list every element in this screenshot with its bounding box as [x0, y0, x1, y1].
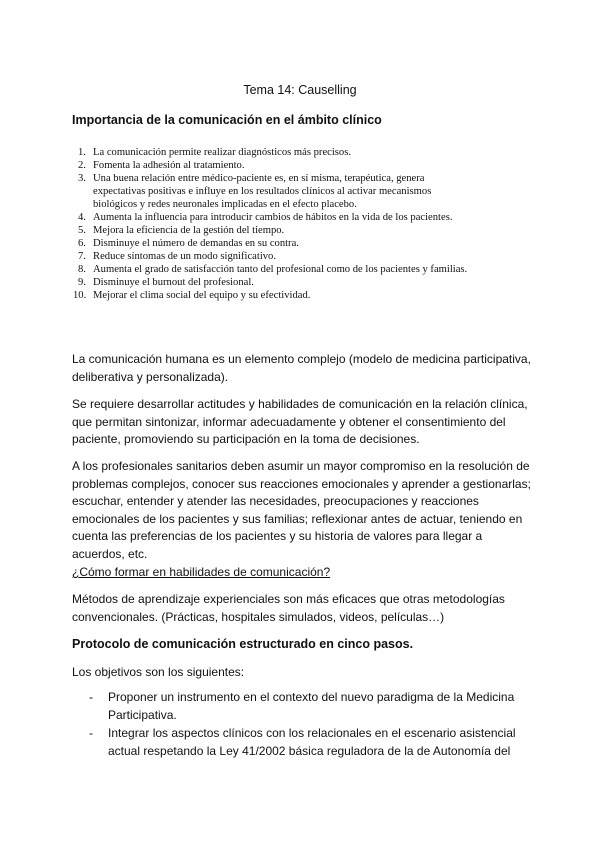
document-title: Tema 14: Causelling	[243, 83, 357, 97]
list-item	[72, 237, 472, 250]
list-item-text: La comunicación permite realizar diagnósticos más precisos.	[93, 147, 351, 158]
list-item-text: Proponer un instrumento en el contexto del nuevo paradigma de la Medicina Participativa.	[108, 690, 515, 722]
subheading-formar-habilidades: ¿Cómo formar en habilidades de comunicación?	[72, 565, 331, 579]
list-item-text: Mejora la eficiencia de la gestión del tiempo.	[93, 225, 285, 236]
list-item-text: Mejorar el clima social del equipo y su efectividad.	[93, 290, 311, 301]
list-number: 4.	[78, 212, 86, 223]
list-number: 8.	[78, 264, 86, 275]
objectives-list	[72, 689, 532, 761]
list-number: 2.	[78, 160, 86, 171]
dash-bullet: -	[89, 726, 93, 741]
paragraph-actitudes-habilidades: Se requiere desarrollar actitudes y habilidades de comunicación en la relación clínica, que permitan sintonizar, informar adecuadamente y obtener el consentimiento del paciente, promoviendo su participación en la toma de decisiones.	[72, 397, 528, 447]
paragraph-comunicacion-humana: La comunicación humana es un elemento complejo (modelo de medicina participativa, deliberativa y personalizada).	[72, 352, 531, 384]
list-item	[72, 224, 472, 237]
list-number: 9.	[78, 277, 86, 288]
list-number: 7.	[78, 251, 86, 262]
list-item	[72, 211, 472, 224]
list-item	[72, 172, 472, 211]
list-item-text: Fomenta la adhesión al tratamiento.	[93, 160, 245, 171]
list-item	[72, 250, 472, 263]
list-item-text: Reduce síntomas de un modo significativo.	[93, 251, 277, 262]
dash-bullet: -	[89, 690, 93, 704]
list-item	[72, 146, 472, 159]
list-item	[72, 159, 472, 172]
list-item-text: Disminuye el número de demandas en su contra.	[93, 238, 299, 249]
list-number: 3.	[78, 173, 86, 184]
list-item-text: Integrar los aspectos clínicos con los relacionales en el escenario asistencial actual respetando la Ley 41/2002 básica reguladora de la de Autonomía del	[108, 726, 516, 758]
numbered-list	[72, 146, 472, 302]
paragraph-metodos-aprendizaje: Métodos de aprendizaje experienciales son más eficaces que otras metodologías convencionales. (Prácticas, hospitales simulados, videos, películas…)	[72, 592, 505, 624]
list-item-text: Aumenta la influencia para introducir cambios de hábitos en la vida de los pacientes.	[93, 212, 453, 223]
list-number: 10.	[73, 290, 87, 301]
list-item	[72, 276, 472, 289]
list-number: 6.	[78, 238, 86, 249]
list-item-text: Aumenta el grado de satisfacción tanto del profesional como de los pacientes y familias.	[93, 264, 468, 275]
list-item-text: Disminuye el burnout del profesional.	[93, 277, 254, 288]
section-heading-importancia: Importancia de la comunicación en el ámbito clínico	[72, 113, 382, 127]
section-heading-protocolo: Protocolo de comunicación estructurado en cinco pasos.	[72, 637, 414, 651]
list-item-text: Una buena relación entre médico-paciente es, en sí misma, terapéutica, genera expectativas positivas e influye en los resultados clínicos al activar mecanismos biológicos y redes neuronales implicadas en el efecto placebo.	[93, 173, 432, 210]
paragraph-profesionales-sanitarios: A los profesionales sanitarios deben asumir un mayor compromiso en la resolución de problemas complejos, conocer sus reacciones emocionales y aprender a gestionarlas; escuchar, entender y atender las necesidades, preocupaciones y reacciones emocionales de los pacientes y sus familias; reflexionar antes de actuar, teniendo en cuenta las preferencias de los pacientes y su historia de valores para llegar a acuerdos, etc.	[72, 459, 531, 561]
list-item	[72, 689, 532, 724]
list-item	[72, 725, 532, 760]
list-item	[72, 263, 472, 276]
list-number: 1.	[78, 147, 86, 158]
paragraph-objetivos: Los objetivos son los siguientes:	[72, 665, 245, 679]
list-number: 5.	[78, 225, 86, 236]
list-item	[72, 289, 472, 302]
